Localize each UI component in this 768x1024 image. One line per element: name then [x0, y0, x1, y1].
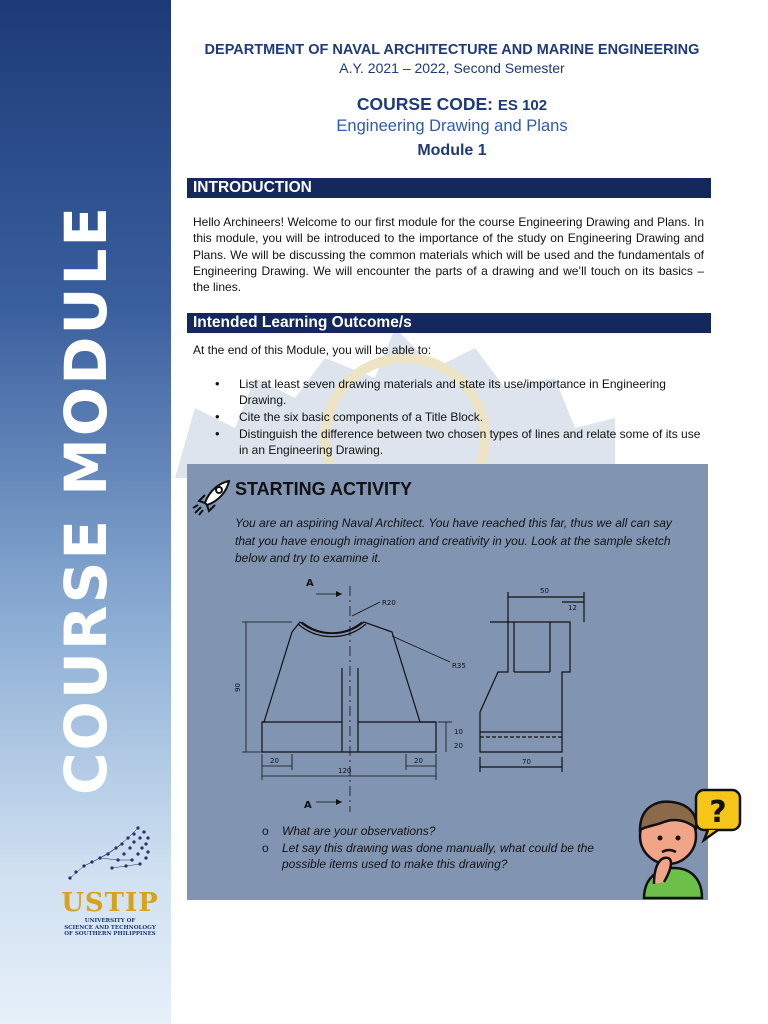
- academic-year: A.Y. 2021 – 2022, Second Semester: [339, 60, 565, 76]
- dim-50-label: 50: [540, 587, 549, 595]
- dim-20-right-label: 20: [414, 757, 423, 765]
- page-header: [190, 42, 714, 160]
- ilo-item: • Cite the six basic components of a Title Block.: [213, 409, 705, 425]
- logo-subtext-line: UNIVERSITY OF: [84, 918, 136, 924]
- logo-subtext-line: SCIENCE AND TECHNOLOGY: [64, 924, 156, 931]
- radius-20-label: R20: [382, 599, 396, 607]
- dim-20-left-label: 20: [270, 757, 279, 765]
- question-mark: ?: [709, 795, 727, 830]
- dim-10-label: 10: [454, 728, 463, 736]
- course-name: Engineering Drawing and Plans: [336, 117, 568, 135]
- ilo-item: • List at least seven drawing materials and state its use/importance in Engineering Drawing.: [213, 376, 705, 408]
- activity-questions: [262, 823, 632, 873]
- university-logo-text: USTIP: [61, 888, 159, 918]
- engineering-sketch: [232, 572, 612, 818]
- activity-text: You are an aspiring Naval Architect. You have reached this far, thus we all can say that you have enough imagination and creativity in you. Look at the sample sketch below and try to examine it.: [235, 516, 672, 565]
- ilo-heading: Intended Learning Outcome/s: [187, 313, 711, 333]
- dim-120-label: 120: [338, 767, 352, 775]
- question-item: o What are your observations?: [262, 823, 632, 840]
- activity-heading: STARTING ACTIVITY: [235, 479, 412, 499]
- ilo-intro: At the end of this Module, you will be able to:: [193, 343, 432, 357]
- height-90-label: 90: [234, 683, 242, 692]
- department-title: DEPARTMENT OF NAVAL ARCHITECTURE AND MARINE ENGINEERING: [204, 42, 700, 58]
- dim-12-label: 12: [568, 604, 577, 612]
- rocket-icon: [191, 477, 233, 517]
- logo-subtext-line: OF SOUTHERN PHILIPPINES: [64, 931, 156, 937]
- section-a-top-label: A: [306, 578, 314, 589]
- dim-20-side-label: 20: [454, 742, 463, 750]
- ilo-item: • Distinguish the difference between two chosen types of lines and relate some of its use in an Engineering Drawing.: [213, 426, 705, 458]
- course-code-value: ES 102: [497, 97, 548, 114]
- thinking-person-icon: [624, 786, 748, 904]
- course-code-label: COURSE CODE:: [356, 94, 494, 114]
- course-code: [190, 94, 714, 115]
- introduction-text: Hello Archineers! Welcome to our first module for the course Engineering Drawing and Plans. In this module, you will be introduced to the importance of the study on Engineering Drawing and Plans. We will be discussing the common materials which will be used and the fundamentals of Engineering Drawing. We will encounter the parts of a drawing and we’ll touch on its basics – the lines.: [193, 215, 704, 295]
- sidebar-title: COURSE MODULE: [52, 204, 120, 796]
- introduction-heading: INTRODUCTION: [187, 178, 711, 198]
- radius-35-label: R35: [452, 662, 466, 670]
- university-logo-subtext: [60, 918, 160, 938]
- module-title: Module 1: [417, 142, 487, 159]
- dim-70-label: 70: [522, 758, 531, 766]
- section-a-bottom-label: A: [304, 800, 312, 811]
- ilo-list: [213, 376, 705, 459]
- sidebar: [0, 0, 171, 1024]
- question-item: o Let say this drawing was done manually, what could be the possible items used to make this drawing?: [262, 840, 632, 873]
